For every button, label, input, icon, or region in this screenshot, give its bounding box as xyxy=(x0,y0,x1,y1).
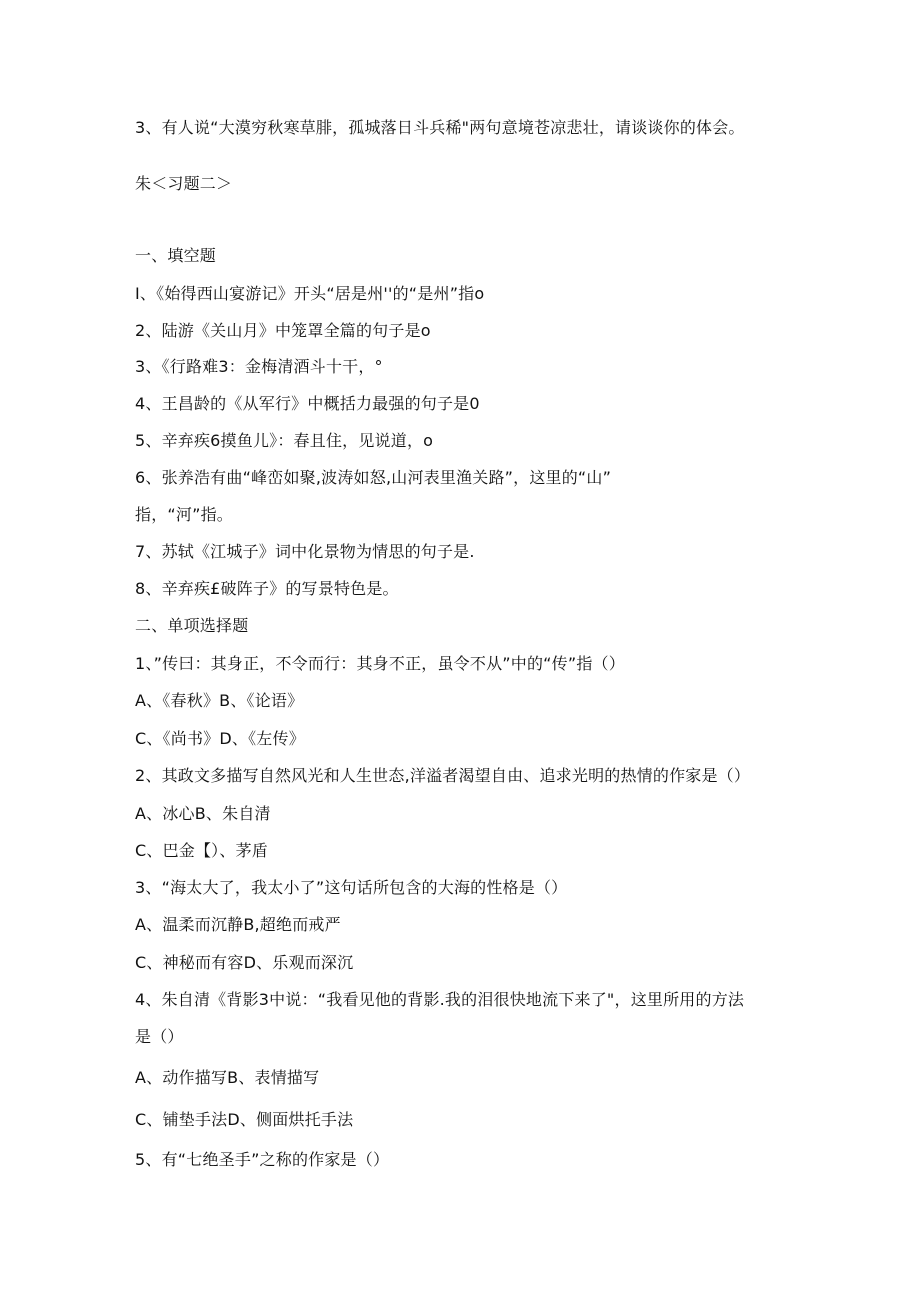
choice-question-1: 1、”传曰：其身正，不令而行：其身不正，虽令不从”中的“传”指（） xyxy=(135,654,625,673)
choice-question-2: 2、其政文多描写自然风光和人生世态,洋溢者渴望自由、追求光明的热情的作家是（） xyxy=(135,766,751,785)
choice-question-2-options-cd: C、巴金【）、茅盾 xyxy=(135,841,268,860)
choice-question-1-options-ab: A、《春秋》B、《论语》 xyxy=(135,691,304,710)
question-3-essay: 3、有人说“大漠穷秋寒草腓，孤城落日斗兵稀"两句意境苍凉悲壮，请谈谈你的体会。 xyxy=(135,118,745,137)
choice-question-3-options-ab: A、温柔而沉静B,超绝而戒严 xyxy=(135,915,341,934)
fill-question-4: 4、王昌龄的《从军行》中概括力最强的句子是0 xyxy=(135,394,480,413)
fill-question-5: 5、辛弃疾6摸鱼儿》：春且住，见说道，o xyxy=(135,431,434,450)
fill-question-7: 7、苏轼《江城子》词中化景物为情思的句子是. xyxy=(135,542,475,561)
choice-question-4-options-cd: C、铺垫手法D、侧面烘托手法 xyxy=(135,1110,354,1129)
choice-question-5: 5、有“七绝圣手”之称的作家是（） xyxy=(135,1150,390,1169)
choice-question-2-options-ab: A、冰心B、朱自清 xyxy=(135,804,271,823)
section-fill-in-blank-heading: 一、填空题 xyxy=(135,246,217,265)
choice-question-4-options-ab: A、动作描写B、表情描写 xyxy=(135,1068,320,1087)
choice-question-1-options-cd: C、《尚书》D、《左传》 xyxy=(135,729,305,748)
fill-question-6-continued: 指，“河”指。 xyxy=(135,505,233,524)
choice-question-3: 3、“海太大了，我太小了”这句话所包含的大海的性格是（） xyxy=(135,878,568,897)
choice-question-4-continued: 是（） xyxy=(135,1027,184,1046)
exercise-2-heading: 朱＜习题二＞ xyxy=(135,174,233,193)
fill-question-8: 8、辛弃疾£破阵子》的写景特色是。 xyxy=(135,579,399,598)
fill-question-3: 3、《行路难3：金梅清酒斗十干，° xyxy=(135,357,383,376)
fill-question-1: I、《始得西山宴游记》开头“居是州''的“是州”指o xyxy=(135,284,485,303)
fill-question-6: 6、张养浩有曲“峰峦如聚,波涛如怒,山河表里渔关路”，这里的“山” xyxy=(135,468,612,487)
choice-question-3-options-cd: C、神秘而有容D、乐观而深沉 xyxy=(135,953,354,972)
fill-question-2: 2、陆游《关山月》中笼罩全篇的句子是o xyxy=(135,321,431,340)
choice-question-4: 4、朱自清《背影3中说：“我看见他的背影.我的泪很快地流下来了"，这里所用的方法 xyxy=(135,990,745,1009)
section-single-choice-heading: 二、单项选择题 xyxy=(135,616,249,635)
